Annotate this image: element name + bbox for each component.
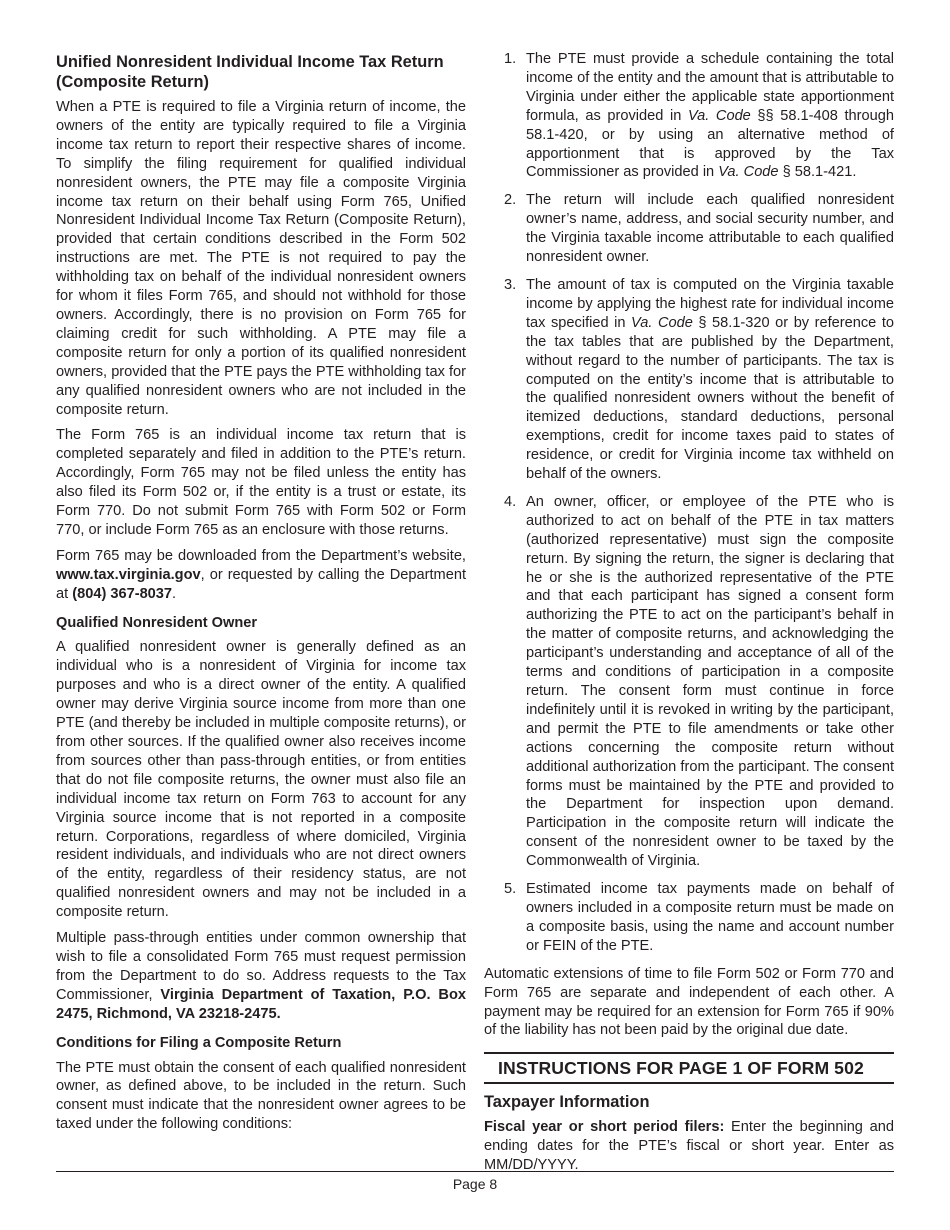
list-item: 2. The return will include each qualified nonresident owner’s name, address, and social security number, and the Virginia taxable income attributable to each qualified nonresident owner.: [504, 192, 894, 266]
list-item: 1. The PTE must provide a schedule containing the total income of the entity and the amount that is attributable to Virginia under either the applicable state apportionment formula, as provided in Va. Code §§ 58.1-408 through 58.1-420, or by using an alternative method of apportionment that is approved by the Tax Commissioner as provided in Va. Code § 58.1-421.: [504, 51, 894, 181]
paragraph-fiscal-year: Fiscal year or short period filers: Enter the beginning and ending dates for the PTE’s fiscal or short year. Enter as MM/DD/YYYY.: [484, 1119, 894, 1174]
list-item: 3. The amount of tax is computed on the Virginia taxable income by applying the highest rate for individual income tax specified in Va. Code § 58.1-320 or by reference to the tax tables that are published by the Department, without regard to the number of participants. The tax is computed on the entity’s income that is attributable to the qualified nonresident owners without the benefit of itemized deductions, standard deductions, personal exemptions, credit for income taxes paid to states of residence, or credit for Virginia income tax withheld on behalf of the owners.: [504, 276, 895, 483]
right-column: [484, 50, 894, 1182]
list-item: 4. An owner, officer, or employee of the PTE who is authorized to act on behalf of the PTE in tax matters (authorized representative) must sign the composite return. By signing the return, the signer is declaring that he or she is the authorized representative of the PTE and that each participant has signed a consent form authorizing the PTE to act on the participant’s behalf in the matter of composite returns, and acknowledging the participant’s understanding and acceptance of all of the terms and conditions of participation in a composite return. The consent form must continue in force indefinitely until it is revoked in writing by the participant, and permit the PTE to file amendments or take other actions concerning the composite return without additional authorization from the participant. The consent forms must be maintained by the PTE and provided to the Department for inspection upon demand. Participation in the composite return will indicate the consent of the nonresident owner to be taxed by the Commonwealth of Virginia.: [504, 493, 894, 870]
heading-taxpayer-info: Taxpayer Information: [484, 1093, 650, 1112]
heading-composite-return: Unified Nonresident Individual Income Tax Return (Composite Return): [56, 53, 444, 91]
paragraph-composite-intro: When a PTE is required to file a Virginia return of income, the owners of the entity are typically required to file a Virginia income tax return to report their respective shares of income. To simplify the filing requirement for qualified individual nonresident owners, the PTE may file a composite Virginia income tax return on their behalf using Form 765, Unified Nonresident Individual Income Tax Return (Composite Return), provided that certain conditions described in the Form 502 instructions are met. The PTE is not required to pay the withholding tax on behalf of the individual nonresident owners for whom it files Form 765, and should not withhold for those owners. Accordingly, there is no provision on Form 765 for claiming credit for such withholding. A PTE may file a composite return for only a portion of its qualified nonresident owners, provided that the PTE pays the PTE withholding tax for any qualified nonresident owners who are not included in the composite return.: [56, 99, 466, 418]
website-link[interactable]: www.tax.virginia.gov: [56, 566, 201, 583]
paragraph-consent: The PTE must obtain the consent of each qualified nonresident owner, as defined above, to be included in the return. Such consent must indicate that the nonresident owner agrees to be taxed under the following conditions:: [56, 1059, 466, 1133]
list-item: 5. Estimated income tax payments made on behalf of owners included in a composite return must be made on a composite basis, using the name and account number or FEIN of the PTE.: [504, 881, 894, 954]
paragraph-form-765-download: Form 765 may be downloaded from the Department’s website, www.tax.virginia.gov, or requested by calling the Department at (804) 367-8037.: [56, 547, 466, 602]
page-number: Page 8: [452, 1176, 498, 1192]
left-column: [56, 50, 466, 1141]
footer-divider: [56, 1171, 894, 1172]
mailing-address: Virginia Department of Taxation, P.O. Box 2475, Richmond, VA 23218-2475.: [56, 986, 466, 1022]
paragraph-extensions: Automatic extensions of time to file Form 502 or Form 770 and Form 765 are separate and independent of each other. A payment may be required for an extension for Form 765 if 90% of the liability has not been paid by the original due date.: [484, 965, 894, 1039]
paragraph-form-765-filing: The Form 765 is an individual income tax return that is completed separately and filed in addition to the PTE’s return. Accordingly, Form 765 may not be filed unless the entity has also filed its Form 502 or, if the entity is a trust or estate, its Form 770. Do not submit Form 765 with Form 502 or Form 770, or include Form 765 as an enclosure with those returns.: [56, 427, 466, 538]
section-banner-page1: INSTRUCTIONS FOR PAGE 1 OF FORM 502: [484, 1052, 894, 1084]
conditions-list: [484, 50, 894, 956]
heading-qualified-owner: Qualified Nonresident Owner: [56, 614, 258, 631]
phone-number: (804) 367-8037: [72, 585, 173, 602]
paragraph-consolidated-request: Multiple pass-through entities under common ownership that wish to file a consolidated Form 765 must request permission from the Department to do so. Address requests to the Tax Commissioner, Virginia Department of Taxation, P.O. Box 2475, Richmond, VA 23218-2475.: [56, 930, 466, 1022]
paragraph-qualified-owner: A qualified nonresident owner is generally defined as an individual who is a nonresident of Virginia for income tax purposes and who is a direct owner of the entity. A qualified owner may derive Virginia source income from more than one PTE (and thereby be included in multiple composite returns), or from other sources. If the qualified owner also receives income from sources other than pass-through entities, or from entities that do not file composite returns, the owner must also file an individual income tax return on Form 763 to account for any Virginia source income that is not reported in a composite return. Corporations, regardless of where domiciled, Virginia resident individuals, and individuals who are not direct owners of the entity, regardless of their residency status, are not qualified nonresident owners and may not be included in a composite return.: [56, 639, 466, 921]
heading-conditions: Conditions for Filing a Composite Return: [56, 1034, 342, 1051]
